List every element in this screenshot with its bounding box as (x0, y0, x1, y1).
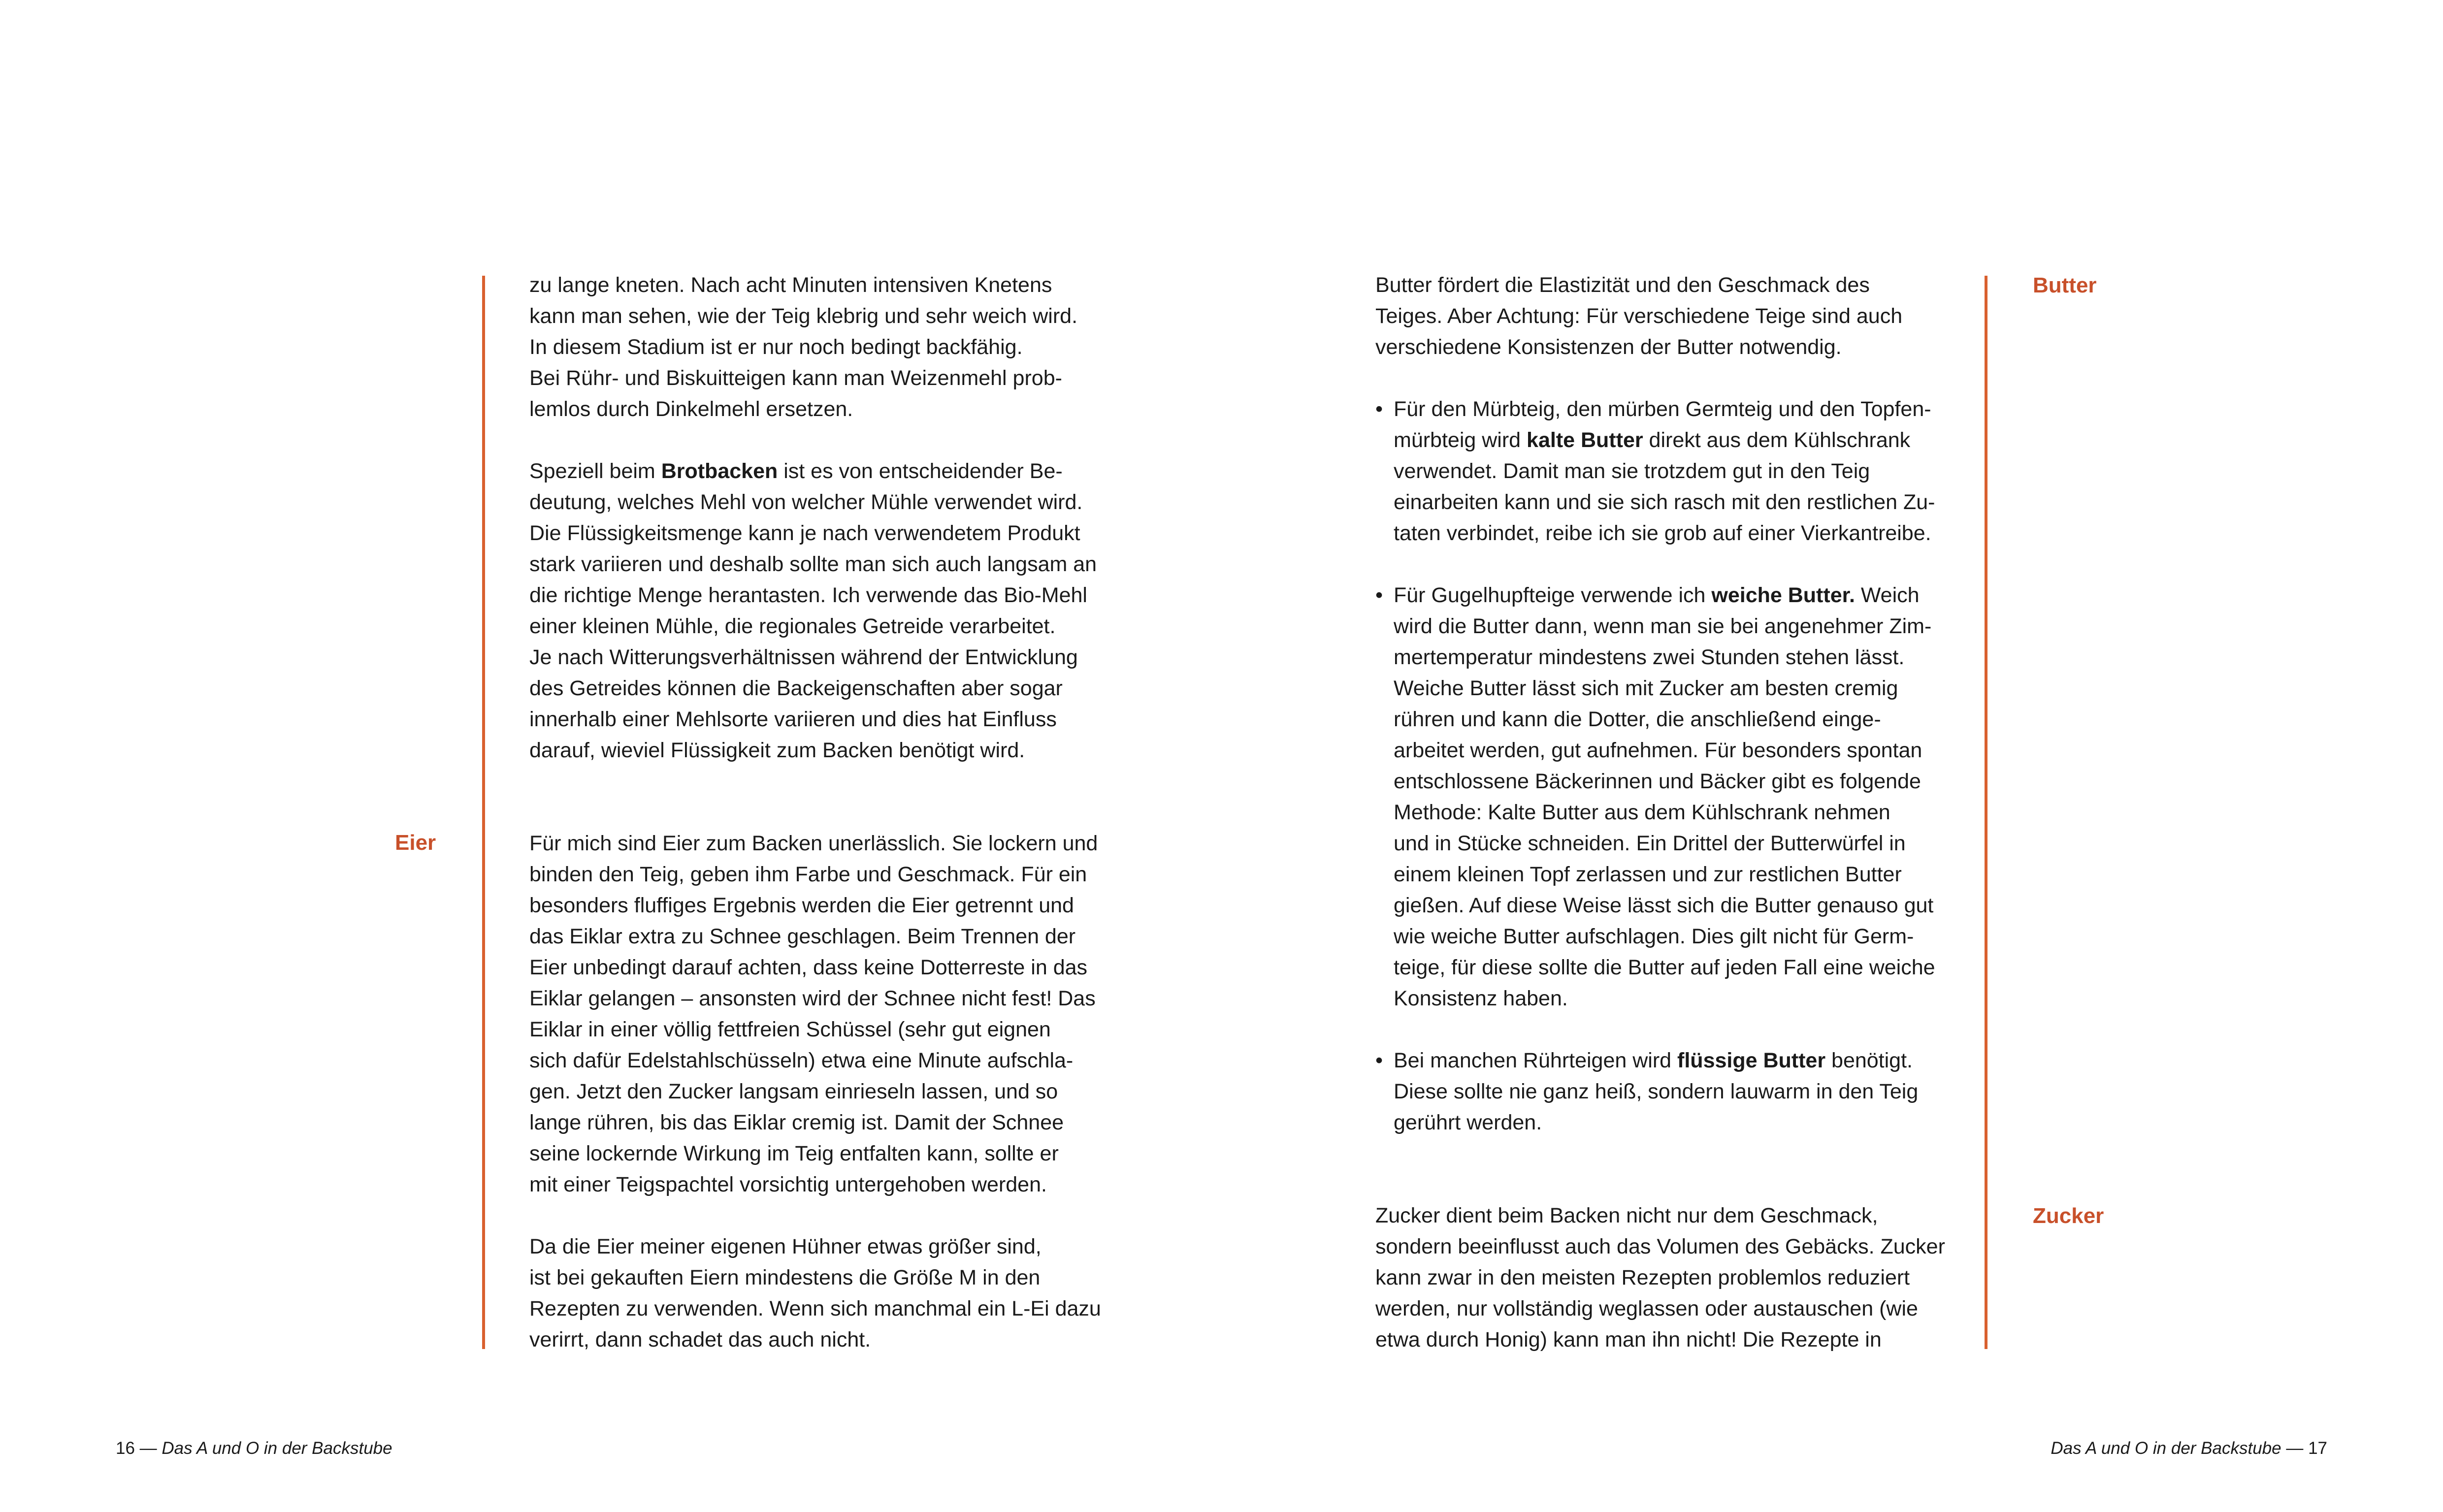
text-line: seine lockernde Wirkung im Teig entfalten kann, sollte er (529, 1142, 1059, 1165)
text-line: kann zwar in den meisten Rezepten problemlos reduziert (1375, 1266, 1910, 1289)
text-line: gen. Jetzt den Zucker langsam einrieseln lassen, und so (529, 1080, 1058, 1103)
text-line: Die Flüssigkeitsmenge kann je nach verwendetem Produkt (529, 521, 1080, 545)
left-text-column (529, 270, 1101, 1355)
text-line: zu lange kneten. Nach acht Minuten intensiven Knetens (529, 273, 1052, 297)
text-line: Speziell beim Brotbacken ist es von entscheidender Be- (529, 459, 1063, 483)
text-line: des Getreides können die Backeigenschaften aber sogar (529, 676, 1063, 700)
text-line: kann man sehen, wie der Teig klebrig und sehr weich wird. (529, 304, 1078, 328)
paragraph-eier (529, 828, 1101, 1200)
text-line: wird die Butter dann, wenn man sie bei angenehmer Zim- (1394, 614, 1932, 638)
bullet-fluessige-butter (1375, 1045, 1945, 1138)
text-line: einer kleinen Mühle, die regionales Getreide verarbeitet. (529, 614, 1056, 638)
bullet-marker: • (1375, 583, 1383, 607)
text-line: Methode: Kalte Butter aus dem Kühlschrank nehmen (1394, 801, 1890, 824)
bold-term-kalte-butter: kalte Butter (1527, 428, 1643, 452)
text-line: rühren und kann die Dotter, die anschließend einge- (1394, 708, 1881, 731)
footer-title-right: Das A und O in der Backstube (2051, 1439, 2281, 1458)
text-line: Für mich sind Eier zum Backen unerlässlich. Sie lockern und (529, 832, 1098, 855)
section-heading-butter: Butter (2033, 273, 2097, 297)
right-text-column (1375, 270, 1945, 1355)
bold-term-weiche-butter: weiche Butter. (1711, 583, 1855, 607)
text-line: sondern beeinflusst auch das Volumen des Gebäcks. Zucker (1375, 1235, 1945, 1258)
text-line: Weiche Butter lässt sich mit Zucker am besten cremig (1394, 676, 1898, 700)
text-line: Rezepten zu verwenden. Wenn sich manchmal ein L-Ei dazu (529, 1297, 1101, 1320)
footer-title-left: Das A und O in der Backstube (162, 1439, 392, 1458)
text-line: Eiklar gelangen – ansonsten wird der Schnee nicht fest! Das (529, 987, 1096, 1010)
text-line: gerührt werden. (1394, 1111, 1542, 1134)
text-line: ist bei gekauften Eiern mindestens die Größe M in den (529, 1266, 1041, 1289)
text-line: Da die Eier meiner eigenen Hühner etwas größer sind, (529, 1235, 1042, 1258)
text-line: entschlossene Bäckerinnen und Bäcker gibt es folgende (1394, 770, 1921, 793)
bullet-marker: • (1375, 1049, 1383, 1072)
bold-term-brotbacken: Brotbacken (661, 459, 778, 483)
left-margin-rule (482, 276, 485, 1349)
paragraph-butter-intro (1375, 270, 1945, 363)
text-line: Für den Mürbteig, den mürben Germteig und den Topfen- (1394, 397, 1931, 421)
text-line: deutung, welches Mehl von welcher Mühle verwendet wird. (529, 490, 1083, 514)
paragraph-zucker (1375, 1200, 1945, 1355)
text-line: darauf, wieviel Flüssigkeit zum Backen benötigt wird. (529, 739, 1025, 762)
footer-left: 16 — Das A und O in der Backstube (116, 1439, 392, 1458)
bullet-weiche-butter (1375, 580, 1945, 1014)
text-line: In diesem Stadium ist er nur noch bedingt backfähig. (529, 335, 1023, 359)
paragraph-brotbacken (529, 456, 1101, 766)
text-line: Eiklar in einer völlig fettfreien Schüssel (sehr gut eignen (529, 1018, 1051, 1041)
text-line: verirrt, dann schadet das auch nicht. (529, 1328, 871, 1351)
text-line: Bei Rühr- und Biskuitteigen kann man Weizenmehl prob- (529, 366, 1062, 390)
section-heading-zucker: Zucker (2033, 1204, 2104, 1228)
text-line: Zucker dient beim Backen nicht nur dem Geschmack, (1375, 1204, 1878, 1227)
text-line: besonders fluffiges Ergebnis werden die Eier getrennt und (529, 894, 1074, 917)
text-line: binden den Teig, geben ihm Farbe und Geschmack. Für ein (529, 863, 1087, 886)
text-line: verwendet. Damit man sie trotzdem gut in den Teig (1394, 459, 1870, 483)
text-line: Für Gugelhupfteige verwende ich weiche Butter. Weich (1394, 583, 1920, 607)
text-line: Je nach Witterungsverhältnissen während der Entwicklung (529, 645, 1078, 669)
text-line: die richtige Menge herantasten. Ich verwende das Bio-Mehl (529, 583, 1087, 607)
text-line: mertemperatur mindestens zwei Stunden stehen lässt. (1394, 645, 1905, 669)
bullet-kalte-butter (1375, 394, 1945, 549)
text-line: lemlos durch Dinkelmehl ersetzen. (529, 397, 853, 421)
text-line: lange rühren, bis das Eiklar cremig ist. Damit der Schnee (529, 1111, 1064, 1134)
text-line: Diese sollte nie ganz heiß, sondern lauwarm in den Teig (1394, 1080, 1919, 1103)
text-line: gießen. Auf diese Weise lässt sich die Butter genauso gut (1394, 894, 1934, 917)
text-line: Bei manchen Rührteigen wird flüssige Butter benötigt. (1394, 1049, 1913, 1072)
text-line: einem kleinen Topf zerlassen und zur restlichen Butter (1394, 863, 1902, 886)
text-line: verschiedene Konsistenzen der Butter notwendig. (1375, 335, 1842, 359)
text-line: Teiges. Aber Achtung: Für verschiedene Teige sind auch (1375, 304, 1903, 328)
bold-term-fluessige-butter: flüssige Butter (1677, 1049, 1826, 1072)
text-line: Eier unbedingt darauf achten, dass keine Dotterreste in das (529, 956, 1088, 979)
text-line: innerhalb einer Mehlsorte variieren und dies hat Einfluss (529, 708, 1057, 731)
text-line: etwa durch Honig) kann man ihn nicht! Die Rezepte in (1375, 1328, 1882, 1351)
text-line: mit einer Teigspachtel vorsichtig untergehoben werden. (529, 1173, 1047, 1196)
right-margin-rule (1985, 276, 1987, 1349)
text-line: wie weiche Butter aufschlagen. Dies gilt nicht für Germ- (1394, 925, 1914, 948)
page-number-right: 17 (2308, 1439, 2327, 1458)
text-line: stark variieren und deshalb sollte man sich auch langsam an (529, 552, 1097, 576)
text-line: und in Stücke schneiden. Ein Drittel der Butterwürfel in (1394, 832, 1906, 855)
paragraph-mehl (529, 270, 1101, 425)
footer-right: Das A und O in der Backstube — 17 (2051, 1439, 2327, 1458)
page-number-left: 16 (116, 1439, 135, 1458)
section-heading-eier: Eier (395, 831, 436, 855)
text-line: taten verbindet, reibe ich sie grob auf einer Vierkantreibe. (1394, 521, 1931, 545)
paragraph-eiergroesse (529, 1231, 1101, 1355)
text-line: Butter fördert die Elastizität und den Geschmack des (1375, 273, 1870, 297)
text-line: einarbeiten kann und sie sich rasch mit den restlichen Zu- (1394, 490, 1935, 514)
text-line: sich dafür Edelstahlschüsseln) etwa eine Minute aufschla- (529, 1049, 1074, 1072)
text-line: arbeitet werden, gut aufnehmen. Für besonders spontan (1394, 739, 1922, 762)
bullet-marker: • (1375, 397, 1383, 421)
text-line: Konsistenz haben. (1394, 987, 1568, 1010)
text-line: das Eiklar extra zu Schnee geschlagen. Beim Trennen der (529, 925, 1076, 948)
text-line: mürbteig wird kalte Butter direkt aus dem Kühlschrank (1394, 428, 1911, 452)
text-line: werden, nur vollständig weglassen oder austauschen (wie (1375, 1297, 1918, 1320)
text-line: teige, für diese sollte die Butter auf jeden Fall eine weiche (1394, 956, 1935, 979)
